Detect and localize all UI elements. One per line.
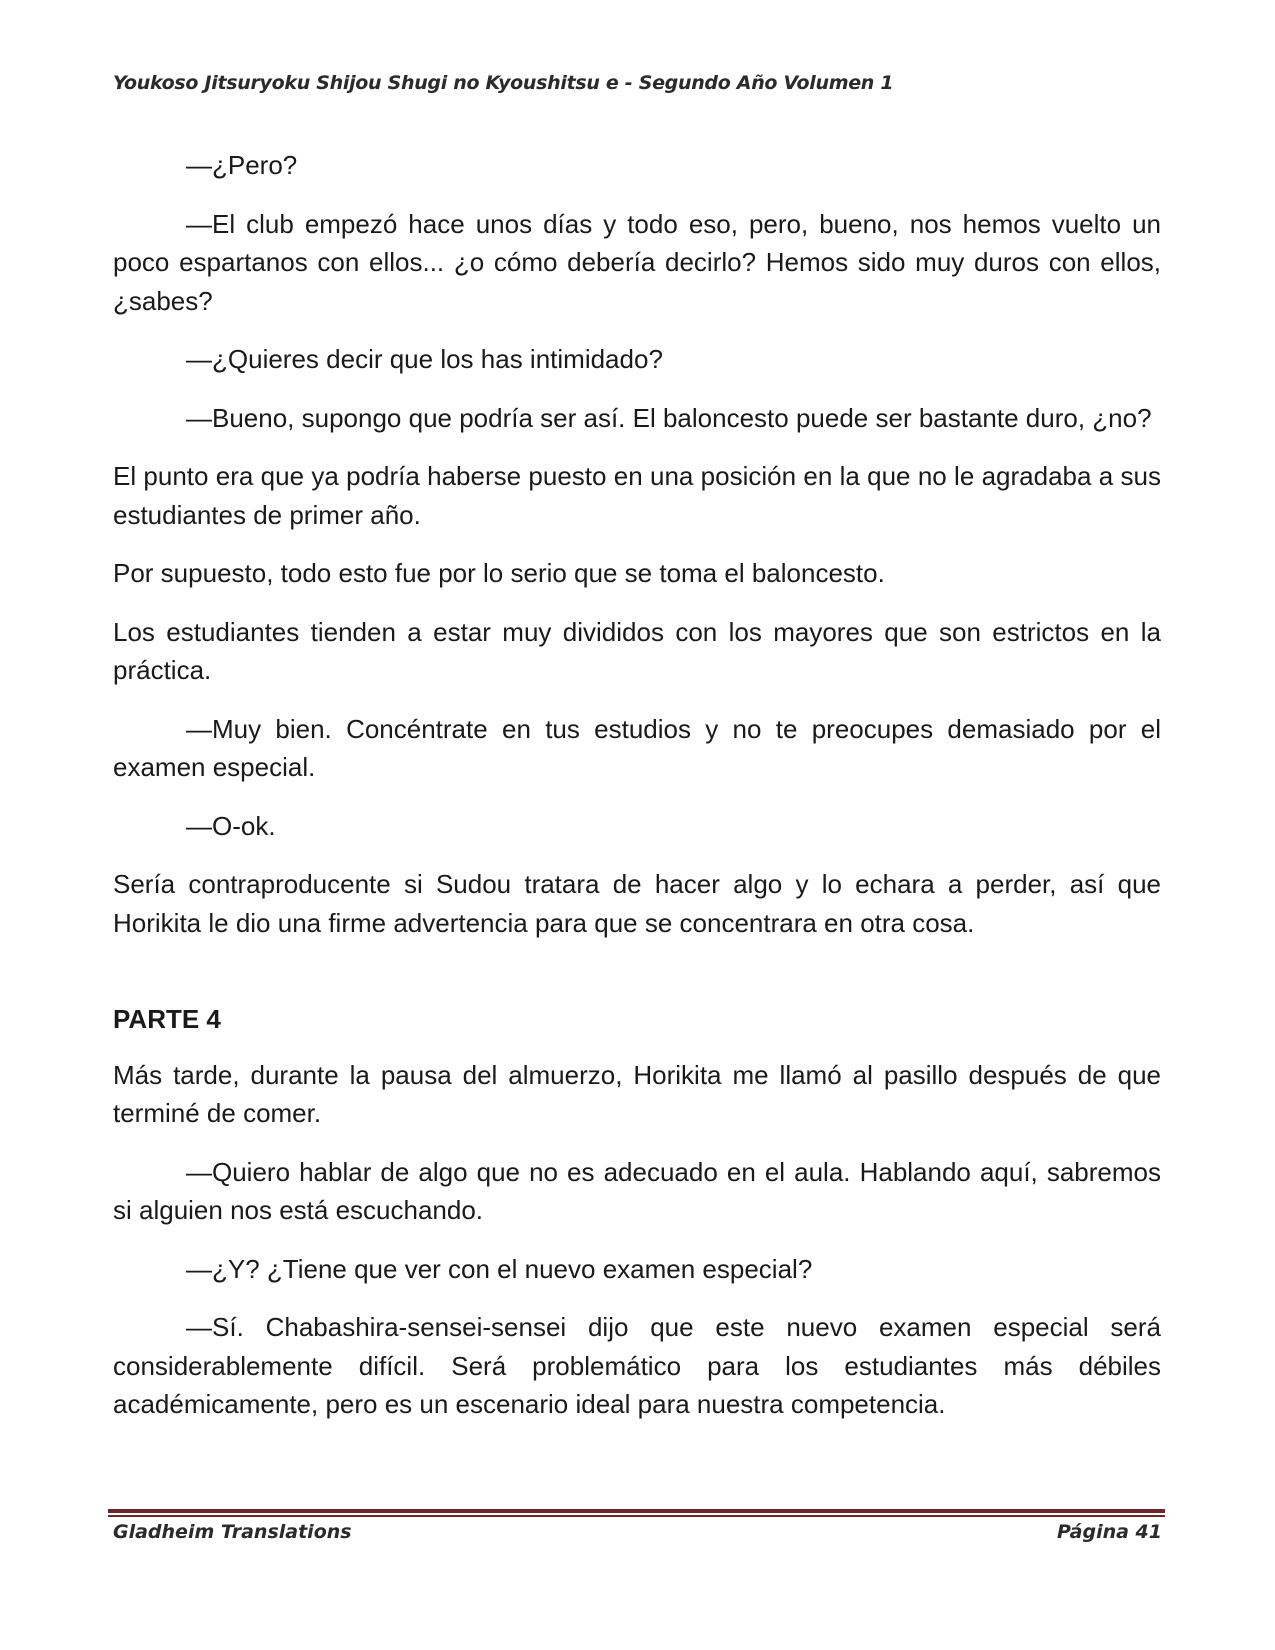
paragraph: —¿Pero? <box>186 150 298 180</box>
paragraph: Los estudiantes tienden a estar muy divididos con los mayores que son estrictos en la práctica. <box>113 616 1161 685</box>
paragraph: El punto era que ya podría haberse puesto en una posición en la que no le agradaba a sus estudiantes de primer año. <box>113 461 1161 530</box>
footer-publisher: Gladheim Translations <box>113 1521 352 1543</box>
footer-divider-thin <box>108 1515 1165 1517</box>
paragraph: —Quiero hablar de algo que no es adecuado en el aula. Hablando aquí, sabremos si alguien nos está escuchando. <box>113 1156 1161 1225</box>
paragraph: —O-ok. <box>186 810 276 841</box>
paragraph: —Bueno, supongo que podría ser así. El baloncesto puede ser bastante duro, ¿no? <box>186 402 1152 433</box>
paragraph: —Muy bien. Concéntrate en tus estudios y no te preocupes demasiado por el examen especial. <box>113 713 1161 782</box>
running-header: Youkoso Jitsuryoku Shijou Shugi no Kyoushitsu e - Segundo Año Volumen 1 <box>113 72 894 94</box>
paragraph: Sería contraproducente si Sudou tratara de hacer algo y lo echara a perder, así que Horikita le dio una firme advertencia para que se concentrara en otra cosa. <box>113 869 1161 938</box>
paragraph: Por supuesto, todo esto fue por lo serio que se toma el baloncesto. <box>113 558 885 588</box>
footer-divider-thick <box>108 1509 1165 1513</box>
paragraph: Más tarde, durante la pausa del almuerzo, Horikita me llamó al pasillo después de que terminé de comer. <box>113 1059 1161 1128</box>
section-heading: PARTE 4 <box>113 1004 221 1034</box>
paragraph: —¿Quieres decir que los has intimidado? <box>186 344 663 374</box>
paragraph: —¿Y? ¿Tiene que ver con el nuevo examen especial? <box>186 1253 813 1284</box>
page-number: Página 41 <box>1056 1521 1162 1543</box>
page-body <box>113 146 1161 1444</box>
paragraph: —El club empezó hace unos días y todo eso, pero, bueno, nos hemos vuelto un poco espartanos con ellos... ¿o cómo debería decirlo? Hemos sido muy duros con ellos, ¿sabes? <box>113 208 1161 316</box>
paragraph: —Sí. Chabashira-sensei-sensei dijo que este nuevo examen especial será considerablemente difícil. Será problemático para los estudiantes más débiles académicamente, pero es un escenario ideal para nuestra competencia. <box>113 1312 1161 1419</box>
